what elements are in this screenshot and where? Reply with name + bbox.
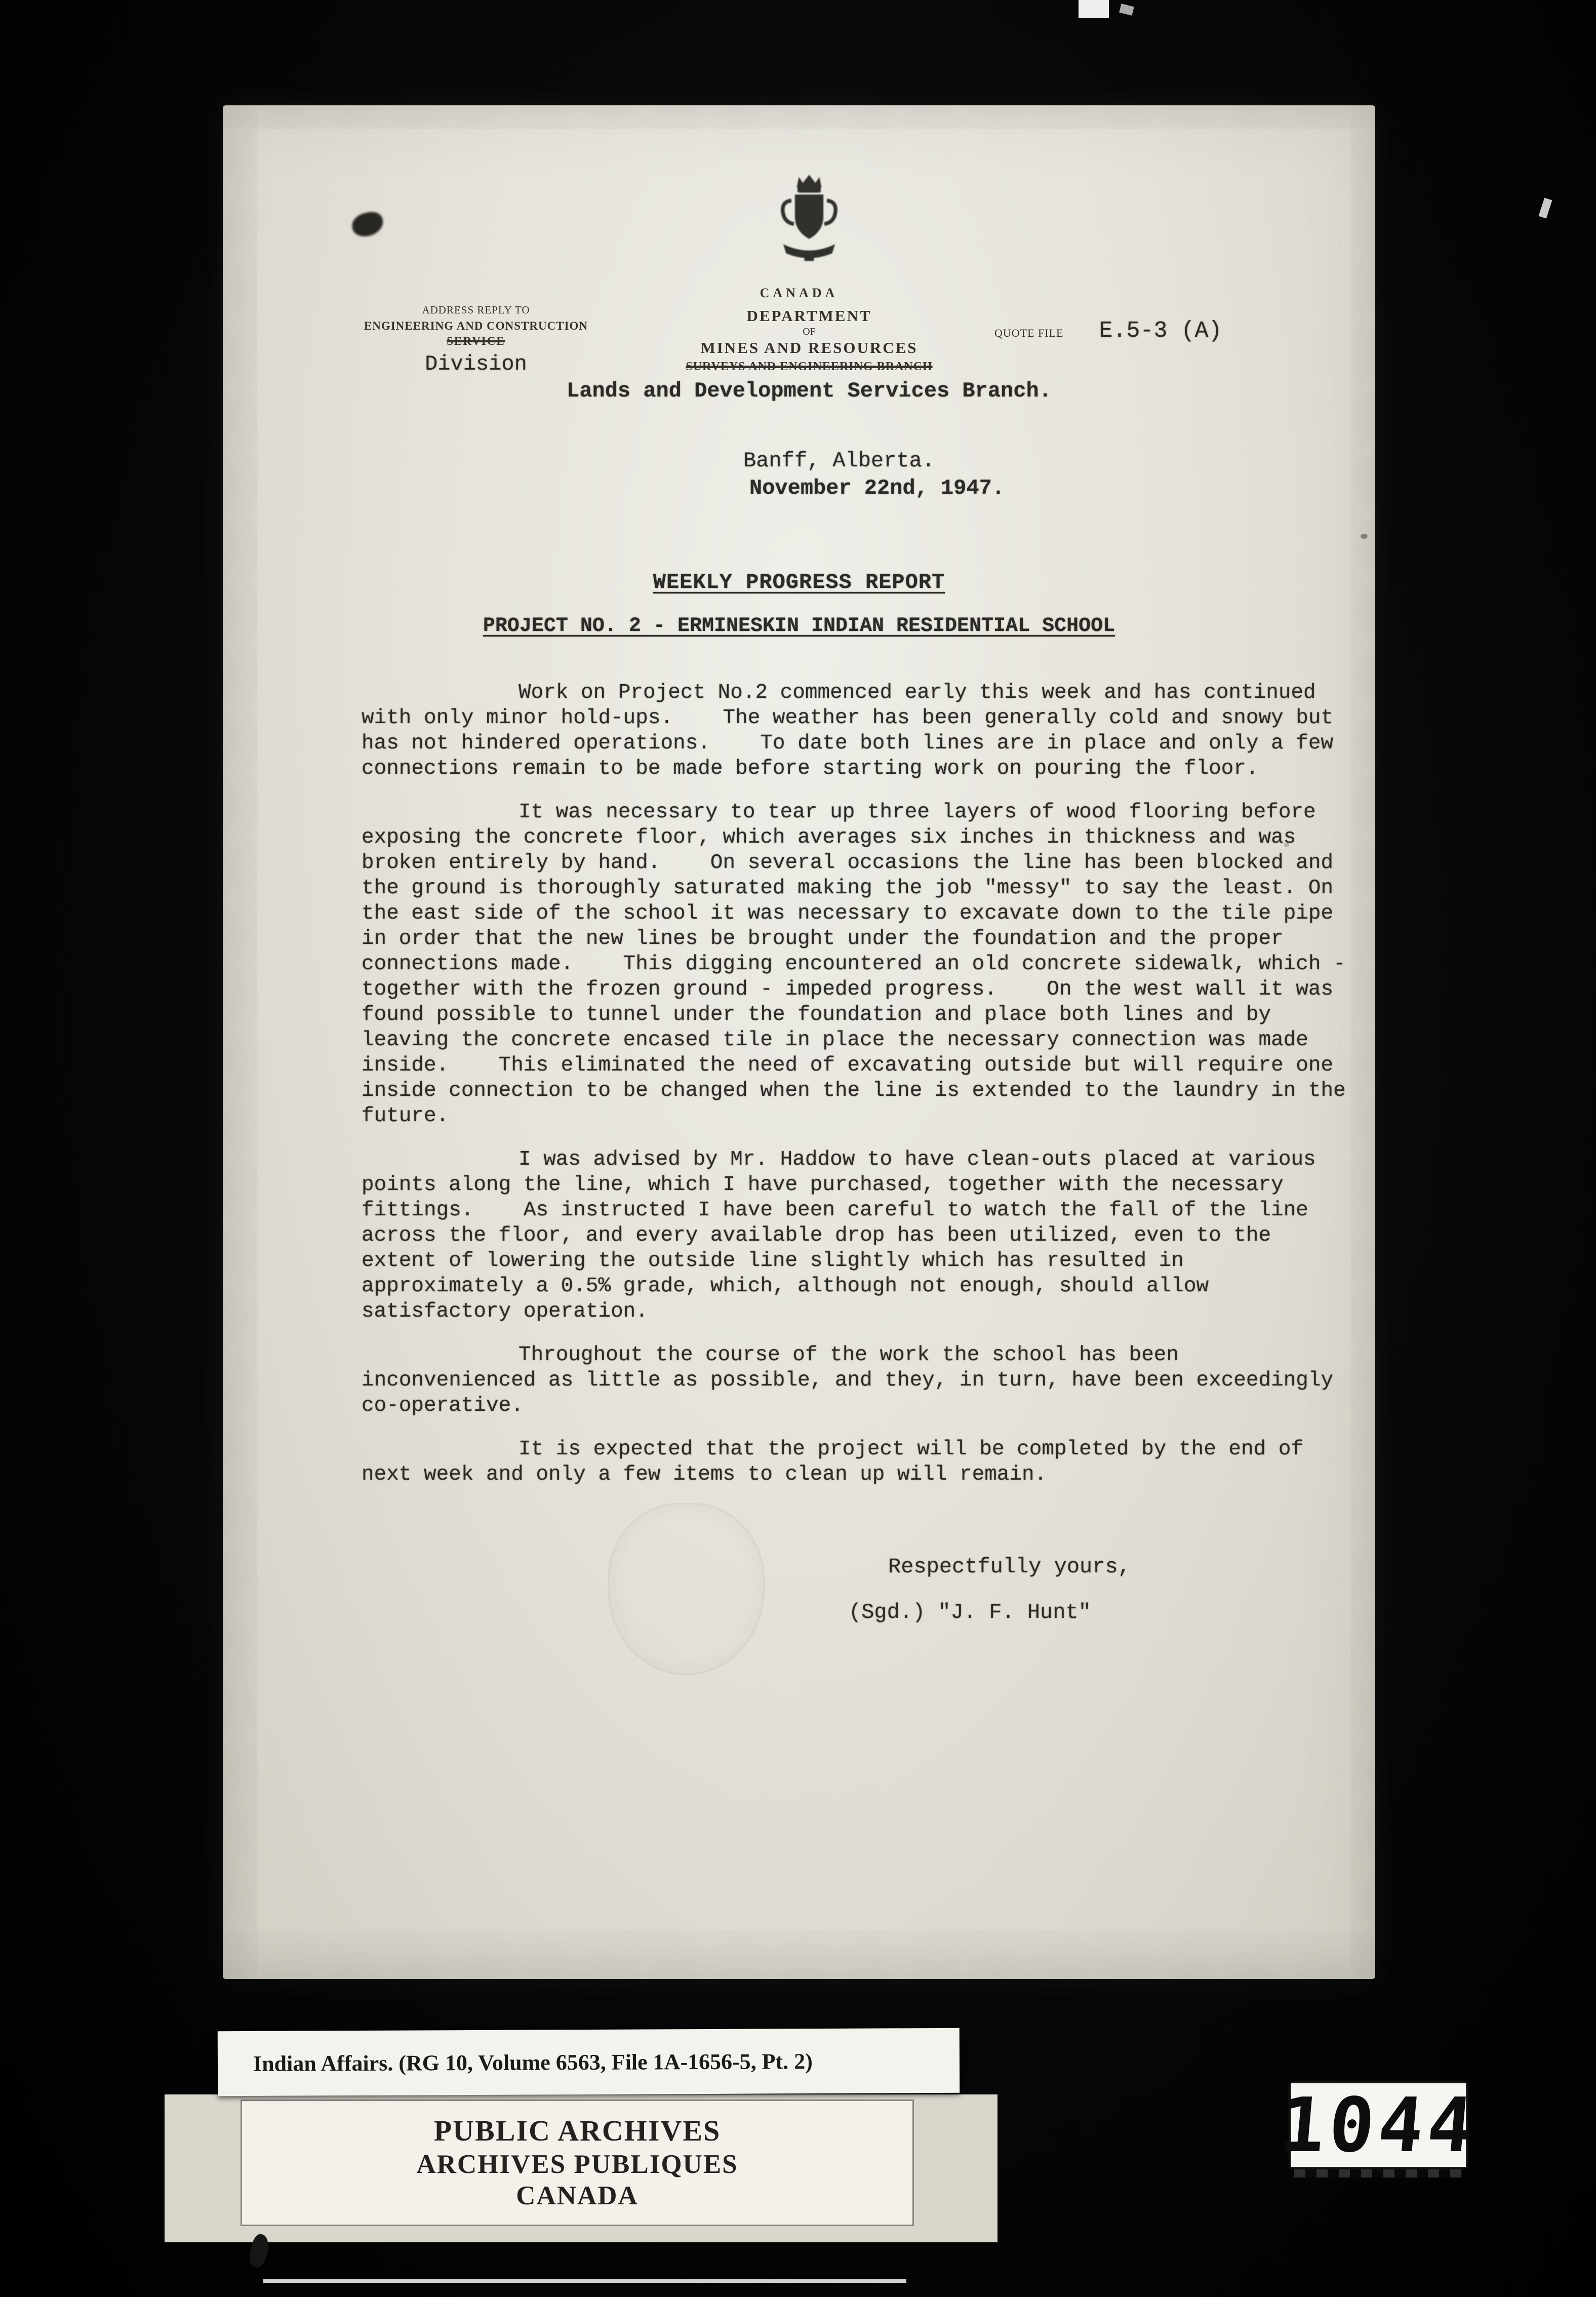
struck-branch-name: SURVEYS AND ENGINEERING BRANCH — [686, 360, 933, 373]
report-title: WEEKLY PROGRESS REPORT — [653, 570, 945, 595]
paragraph: Work on Project No.2 commenced early this week and has continued with only minor hold-ups. The weather has been generally cold and snowy but has not hindered operations. To date both lines are in place and only a few connections remain to be made before starting work on pouring the floor. — [362, 681, 1346, 780]
frame-counter-digits: 1044 — [1276, 2081, 1481, 2169]
department-word: DEPARTMENT — [746, 307, 872, 325]
dust-speck — [1361, 534, 1368, 539]
archives-stamp-card — [165, 2094, 998, 2242]
archives-stamp-line2: ARCHIVES PUBLIQUES — [416, 2149, 738, 2179]
file-number: E.5-3 (A) — [1099, 318, 1222, 344]
letter-date: November 22nd, 1947. — [749, 476, 1005, 500]
closing-salutation: Respectfully yours, — [888, 1555, 1131, 1579]
letter-page — [223, 105, 1375, 1979]
signature-line: (Sgd.) "J. F. Hunt" — [849, 1600, 1091, 1625]
reference-label-text: Indian Affairs. (RG 10, Volume 6563, File 1A-1656-5, Pt. 2) — [253, 2048, 813, 2076]
frame-counter-strip — [1294, 2169, 1463, 2177]
address-reply-service: ENGINEERING AND CONSTRUCTION — [364, 320, 588, 332]
paragraph: Throughout the course of the work the school has been inconvenienced as little as possible, and they, in turn, have been exceedingly co-operative. — [362, 1343, 1346, 1417]
address-reply-division: Division — [425, 352, 527, 376]
quote-file-label: QUOTE FILE — [994, 327, 1064, 339]
branch-name: Lands and Development Services Branch. — [567, 379, 1052, 403]
paragraph: It is expected that the project will be completed by the end of next week and only a few items to clean up will remain. — [362, 1438, 1316, 1486]
paragraph: It was necessary to tear up three layers of wood flooring before exposing the concrete floor, which averages six inches in thickness and was broken entirely by hand. On several occasions the line has been blocked and the ground is thoroughly saturated making the job "messy" to say the least. On the east side of the school it was necessary to excavate down to the tile pipe in order that the new lines be brought under the foundation and the proper connections made. This digging encountered an old concrete sidewalk, which - together with the frozen ground - impeded progress. On the west wall it was found possible to tunnel under the foundation and place both lines and by leaving the concrete encased tile in place the necessary connection was made inside. This eliminated the need of excavating outside but will require one inside connection to be changed when the line is extended to the laundry in the future. — [362, 801, 1359, 1128]
address-reply-struck-word: SERVICE — [447, 335, 505, 347]
frame-counter — [1276, 2081, 1481, 2169]
coat-of-arms-icon — [771, 170, 847, 274]
film-speck — [1079, 0, 1109, 18]
archives-stamp-line1: PUBLIC ARCHIVES — [433, 2114, 721, 2148]
ministry-name: MINES AND RESOURCES — [700, 339, 918, 357]
quote-file-block — [994, 318, 1222, 344]
letter-place: Banff, Alberta. — [743, 449, 935, 473]
department-of: OF — [803, 326, 816, 337]
embossed-seal-watermark — [608, 1503, 765, 1675]
address-reply-caption: ADDRESS REPLY TO — [422, 304, 530, 316]
ink-smudge — [350, 210, 385, 239]
letter-body — [362, 680, 1359, 1506]
letterhead-country: CANADA — [760, 286, 839, 300]
film-edge-line — [263, 2279, 906, 2283]
reference-label-strip — [218, 2028, 960, 2096]
archives-stamp-line3: CANADA — [516, 2181, 639, 2211]
archives-stamp-box — [241, 2100, 914, 2226]
project-subtitle: PROJECT NO. 2 - ERMINESKIN INDIAN RESIDENTIAL SCHOOL — [483, 615, 1115, 638]
department-block — [556, 307, 1062, 403]
paragraph: I was advised by Mr. Haddow to have clean-outs placed at various points along the line, which I have purchased, together with the necessary fittings. As instructed I have been careful to watch the fall of the line across the floor, and every available drop has been utilized, even to the extent of lowering the outside line slightly which has resulted in approximately a 0.5% grade, which, although not enough, should allow satisfactory operation. — [362, 1148, 1329, 1323]
